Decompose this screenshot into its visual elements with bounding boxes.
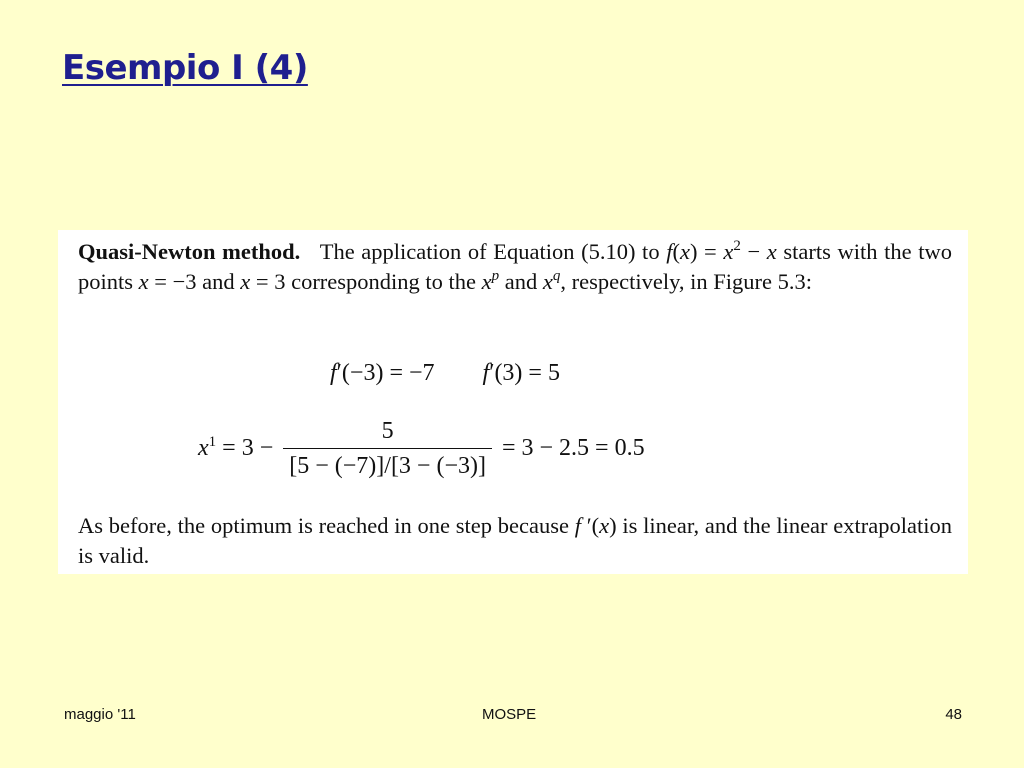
fraction-denominator: [5 − (−7)]/[3 − (−3)]	[283, 448, 492, 479]
slide-title: Esempio I (4)	[62, 48, 308, 88]
math-symbol: x	[723, 239, 734, 264]
derivative-at-3: ′(3) = 5	[489, 360, 560, 386]
footer-title: MOSPE	[482, 706, 537, 723]
fraction	[283, 418, 492, 479]
math-symbol: x	[240, 269, 251, 294]
math-symbol: x	[481, 269, 492, 294]
footer-date: maggio '11	[64, 706, 136, 723]
text-fragment: starts with the two points	[78, 239, 952, 294]
math-exponent: 1	[208, 434, 217, 450]
derivative-at-minus-3: ′(−3) = −7	[336, 360, 435, 386]
text-fragment: = 3 −	[216, 435, 274, 461]
textbook-excerpt	[58, 230, 968, 574]
text-fragment: , respectively, in Figure 5.3:	[560, 269, 813, 294]
text-fragment: = −3 and	[148, 269, 241, 294]
text-fragment: −	[740, 239, 767, 264]
math-symbol: f	[482, 360, 490, 386]
excerpt-paragraph-conclusion	[78, 511, 952, 571]
math-symbol: f	[666, 239, 673, 264]
text-fragment: = 3 corresponding to the	[250, 269, 482, 294]
math-exponent: 2	[733, 238, 741, 254]
math-symbol: x	[766, 239, 777, 264]
math-symbol: x	[679, 239, 690, 264]
math-symbol: f	[330, 360, 337, 386]
fraction-numerator: 5	[381, 418, 394, 444]
method-heading: Quasi-Newton method.	[78, 239, 301, 264]
math-symbol: x	[138, 269, 149, 294]
math-exponent: q	[552, 268, 561, 284]
equation-result: = 3 − 2.5 = 0.5	[501, 435, 645, 461]
math-exponent: p	[491, 268, 500, 284]
excerpt-paragraph-intro	[78, 237, 952, 297]
math-symbol: x	[599, 513, 610, 538]
text-fragment: The application of Equation (5.10) to	[319, 239, 667, 264]
text-fragment: and	[499, 269, 543, 294]
update-equation	[198, 418, 645, 479]
text-fragment: (	[672, 239, 680, 264]
footer-page-number: 48	[945, 706, 962, 723]
text-fragment: ) =	[689, 239, 724, 264]
math-symbol: f	[574, 513, 581, 538]
math-symbol: x	[542, 269, 553, 294]
text-fragment: ) is linear, and the linear extrapolation is valid.	[78, 513, 952, 568]
text-fragment: As before, the optimum is reached in one step because	[78, 513, 575, 538]
math-symbol: x	[198, 435, 209, 461]
text-fragment: ′(	[580, 513, 600, 538]
derivative-equations	[330, 360, 560, 387]
